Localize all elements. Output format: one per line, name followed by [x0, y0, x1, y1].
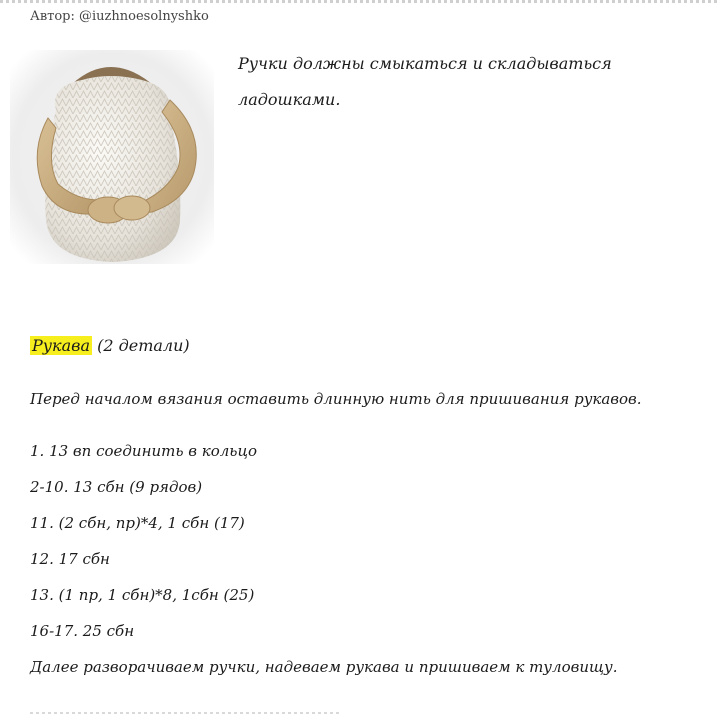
pattern-row: 11. (2 сбн, пр)*4, 1 сбн (17)	[30, 514, 245, 532]
instruction-text: Перед началом вязания оставить длинную нить для пришивания рукавов.	[30, 390, 642, 408]
section-heading	[30, 336, 190, 355]
top-divider	[0, 0, 720, 3]
pattern-row: 1. 13 вп соединить в кольцо	[30, 442, 257, 460]
pattern-row: 16-17. 25 сбн	[30, 622, 135, 640]
section-title-highlight: Рукава	[32, 336, 90, 355]
final-instruction: Далее разворачиваем ручки, надеваем рукава и пришиваем к туловищу.	[30, 658, 618, 676]
pattern-row: 13. (1 пр, 1 сбн)*8, 1сбн (25)	[30, 586, 255, 604]
pattern-row: 2-10. 13 сбн (9 рядов)	[30, 478, 203, 496]
section-subtitle: (2 детали)	[92, 336, 190, 355]
author-credit: Автор: @iuzhnoesolnyshko	[30, 9, 209, 24]
intro-text: Ручки должны смыкаться и складываться ладошками.	[238, 54, 612, 109]
bottom-divider	[30, 712, 340, 714]
pattern-row: 12. 17 сбн	[30, 550, 110, 568]
toy-photo	[10, 50, 214, 264]
